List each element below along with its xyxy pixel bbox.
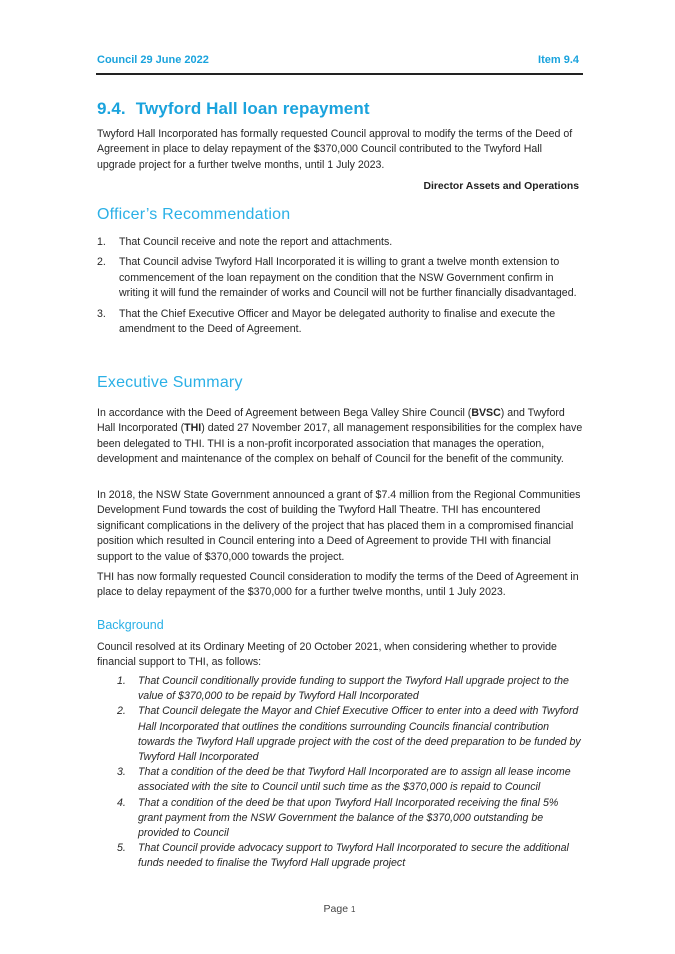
executive-summary-heading: Executive Summary [97,374,243,391]
item-number: Item 9.4 [538,54,579,66]
executive-summary-paragraph-2: In 2018, the NSW State Government announced a grant of $7.4 million from the Regional Communities Development Fund towards the cost of building the Twyford Hall Theatre. THI has encountered significant complications in the delivery of the project that has placed them in a compromised financial position which resulted in Council entering into a Deed of Agreement to provide THI with financial support to the value of $370,000 towards the project. [97,489,581,563]
background-heading: Background [97,618,164,632]
intro-paragraph: Twyford Hall Incorporated has formally requested Council approval to modify the terms of the Deed of Agreement in place to delay repayment of the $370,000 Council contributed to the Twyford Hall upgrade project for a further twelve months, until 1 July 2023. [97,128,573,171]
recommendation-item: 1. That Council receive and note the report and attachments. [97,236,393,248]
executive-summary-paragraph-1: In accordance with the Deed of Agreement between Bega Valley Shire Council (BVSC) and Twyford Hall Incorporated (THI) dated 27 November 2017, all management responsibilities for the complex have been delegated to THI. THI is a non-profit incorporated association that manages the operation, development and maintenance of the complex on behalf of Council for the benefit of the community. [97,407,583,466]
resolution-item: 3. That a condition of the deed be that Twyford Hall Incorporated are to assign all lease income associated with the site to Council until such time as the $370,000 is repaid to Council [117,766,571,794]
title-number: 9.4. [97,99,126,118]
recommendation-item: 2. That Council advise Twyford Hall Incorporated it is willing to grant a twelve month extension to commencement of the loan repayment on the condition that the NSW Government confirm in writing it will fund the remainder of works and Council will not be further financially disadvantaged. [97,256,577,300]
bvsc-abbrev: BVSC [471,407,501,419]
resolution-item: 4. That a condition of the deed be that upon Twyford Hall Incorporated receiving the final 5% grant payment from the NSW Government the balance of the $370,000 outstanding be provided to Council [117,796,559,840]
officers-recommendation-heading: Officer’s Recommendation [97,206,291,223]
thi-abbrev: THI [184,422,202,435]
header-rule [96,73,583,75]
resolution-item: 1. That Council conditionally provide funding to support the Twyford Hall upgrade project to the value of $370,000 to be repaid by Twyford Hall Incorporated [117,675,569,703]
page-title [97,99,370,119]
recommendation-item: 3. That the Chief Executive Officer and Mayor be delegated authority to finalise and execute the amendment to the Deed of Agreement. [97,307,556,336]
page-footer [96,903,583,915]
title-text: Twyford Hall loan repayment [135,99,370,118]
meeting-date: Council 29 June 2022 [97,54,209,66]
director-line: Director Assets and Operations [423,181,579,192]
page-number: 1 [351,905,356,914]
executive-summary-paragraph-3: THI has now formally requested Council consideration to modify the terms of the Deed of Agreement in place to delay repayment of the $370,000 for a further twelve months, until 1 July 2023. [97,571,579,599]
page-header [96,54,583,70]
recommendation-list [97,235,583,342]
page-label: Page [323,903,349,915]
resolution-list [97,674,583,872]
resolution-item: 2. That Council delegate the Mayor and Chief Executive Officer to enter into a deed with Twyford Hall Incorporated that outlines the conditions surrounding Councils financial contribution towards the Twyford Hall upgrade project with the cost of the deed preparation to be funded by Twyford Hall Incorporated [117,705,581,764]
resolution-item: 5. That Council provide advocacy support to Twyford Hall Incorporated to secure the additional funds needed to finalise the Twyford Hall upgrade project [117,842,569,870]
background-intro: Council resolved at its Ordinary Meeting of 20 October 2021, when considering whether to provide financial support to THI, as follows: [97,641,557,669]
